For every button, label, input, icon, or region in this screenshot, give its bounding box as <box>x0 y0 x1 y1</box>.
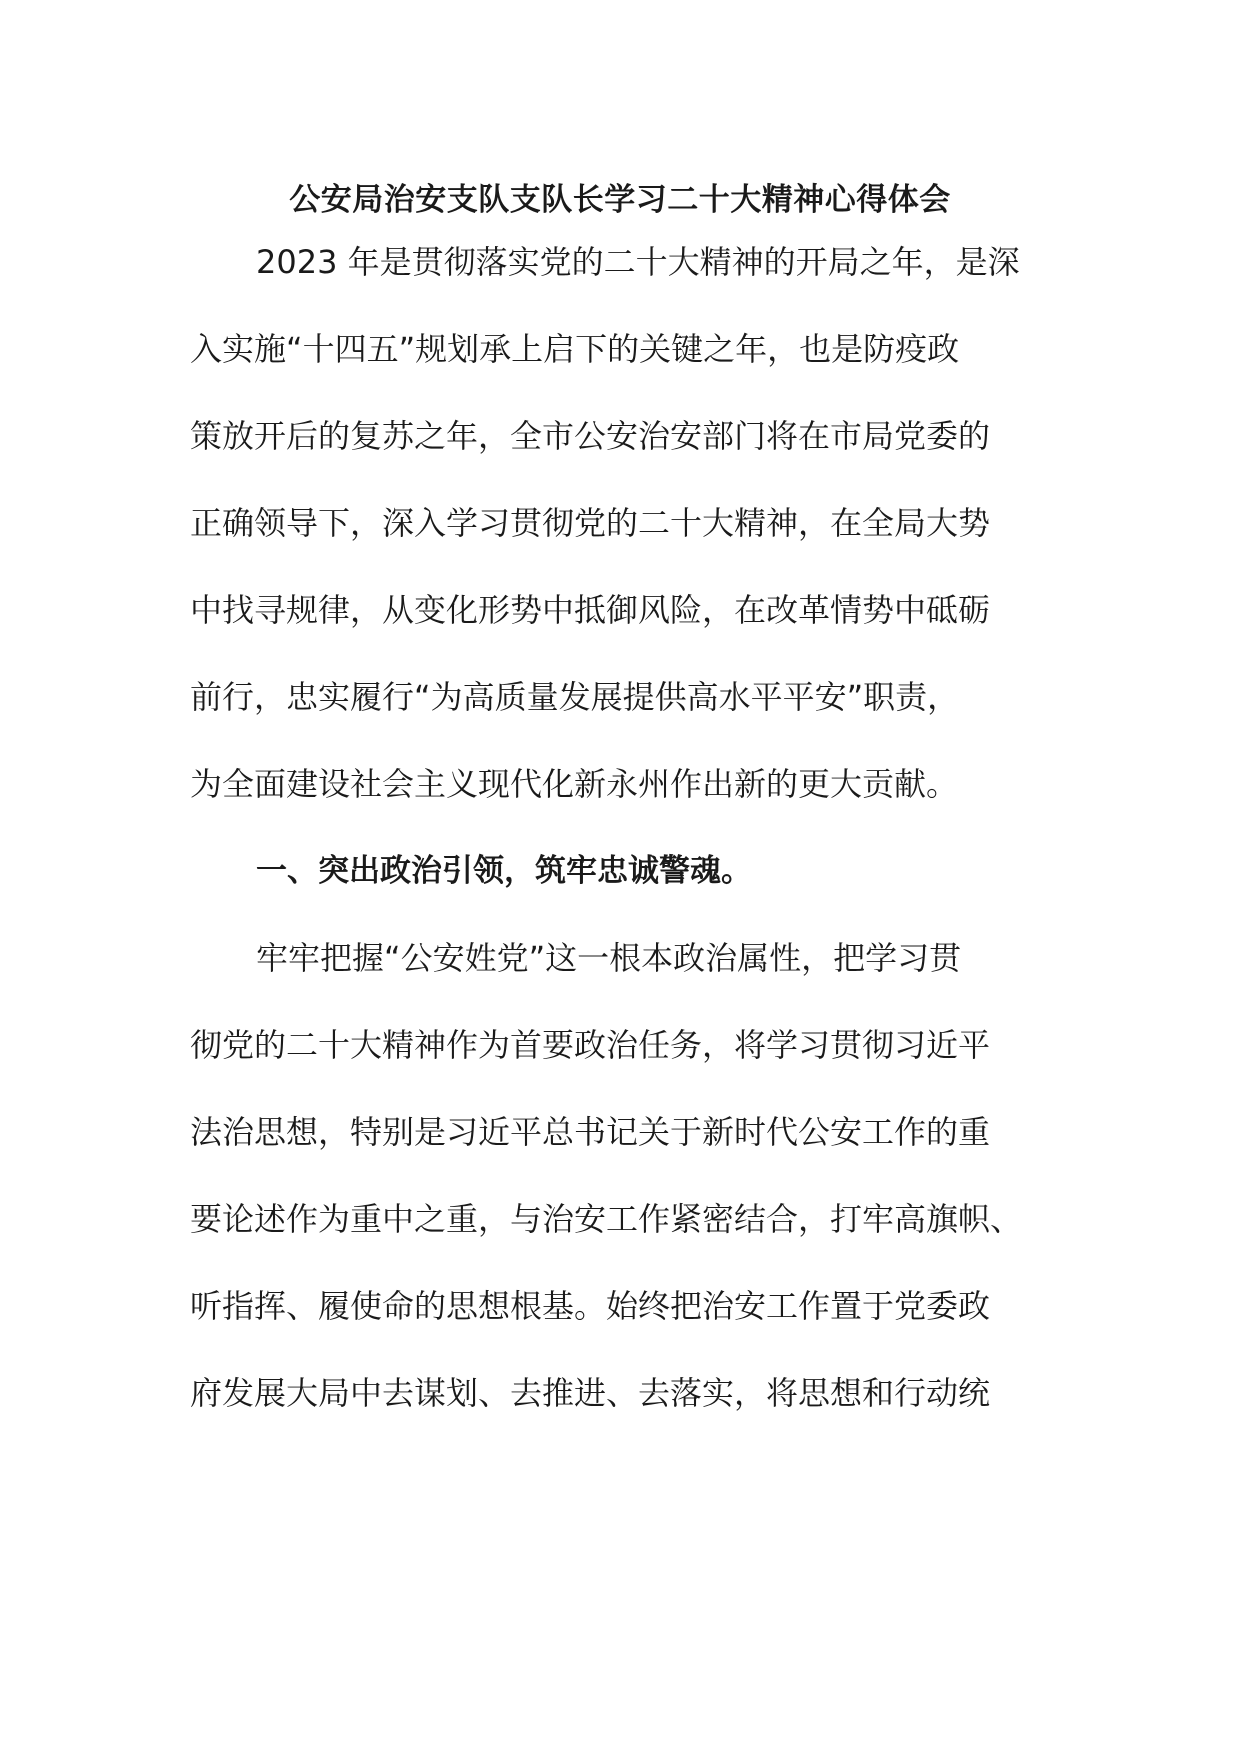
paragraph-line: 中找寻规律，从变化形势中抵御风险，在改革情势中砥砺 <box>190 591 991 629</box>
paragraph-line: 听指挥、履使命的思想根基。始终把治安工作置于党委政 <box>190 1287 991 1325</box>
paragraph-line: 正确领导下，深入学习贯彻党的二十大精神，在全局大势 <box>190 504 991 542</box>
paragraph-line: 彻党的二十大精神作为首要政治任务，将学习贯彻习近平 <box>190 1026 991 1064</box>
paragraph-line: 策放开后的复苏之年，全市公安治安部门将在市局党委的 <box>190 417 991 455</box>
paragraph-line: 入实施“十四五”规划承上启下的关键之年，也是防疫政 <box>190 330 960 368</box>
section-heading: 一、突出政治引领，筑牢忠诚警魂。 <box>256 853 752 889</box>
paragraph-line: 2023 年是贯彻落实党的二十大精神的开局之年，是深 <box>256 243 1020 281</box>
paragraph-line: 前行，忠实履行“为高质量发展提供高水平平安”职责， <box>190 678 960 716</box>
paragraph-line: 为全面建设社会主义现代化新永州作出新的更大贡献。 <box>190 765 959 803</box>
paragraph-line: 要论述作为重中之重，与治安工作紧密结合，打牢高旗帜、 <box>190 1200 1023 1238</box>
paragraph-line: 法治思想，特别是习近平总书记关于新时代公安工作的重 <box>190 1113 991 1151</box>
document-title: 公安局治安支队支队长学习二十大精神心得体会 <box>289 182 951 218</box>
paragraph-line: 牢牢把握“公安姓党”这一根本政治属性，把学习贯 <box>256 939 962 977</box>
paragraph-line: 府发展大局中去谋划、去推进、去落实，将思想和行动统 <box>190 1374 991 1412</box>
